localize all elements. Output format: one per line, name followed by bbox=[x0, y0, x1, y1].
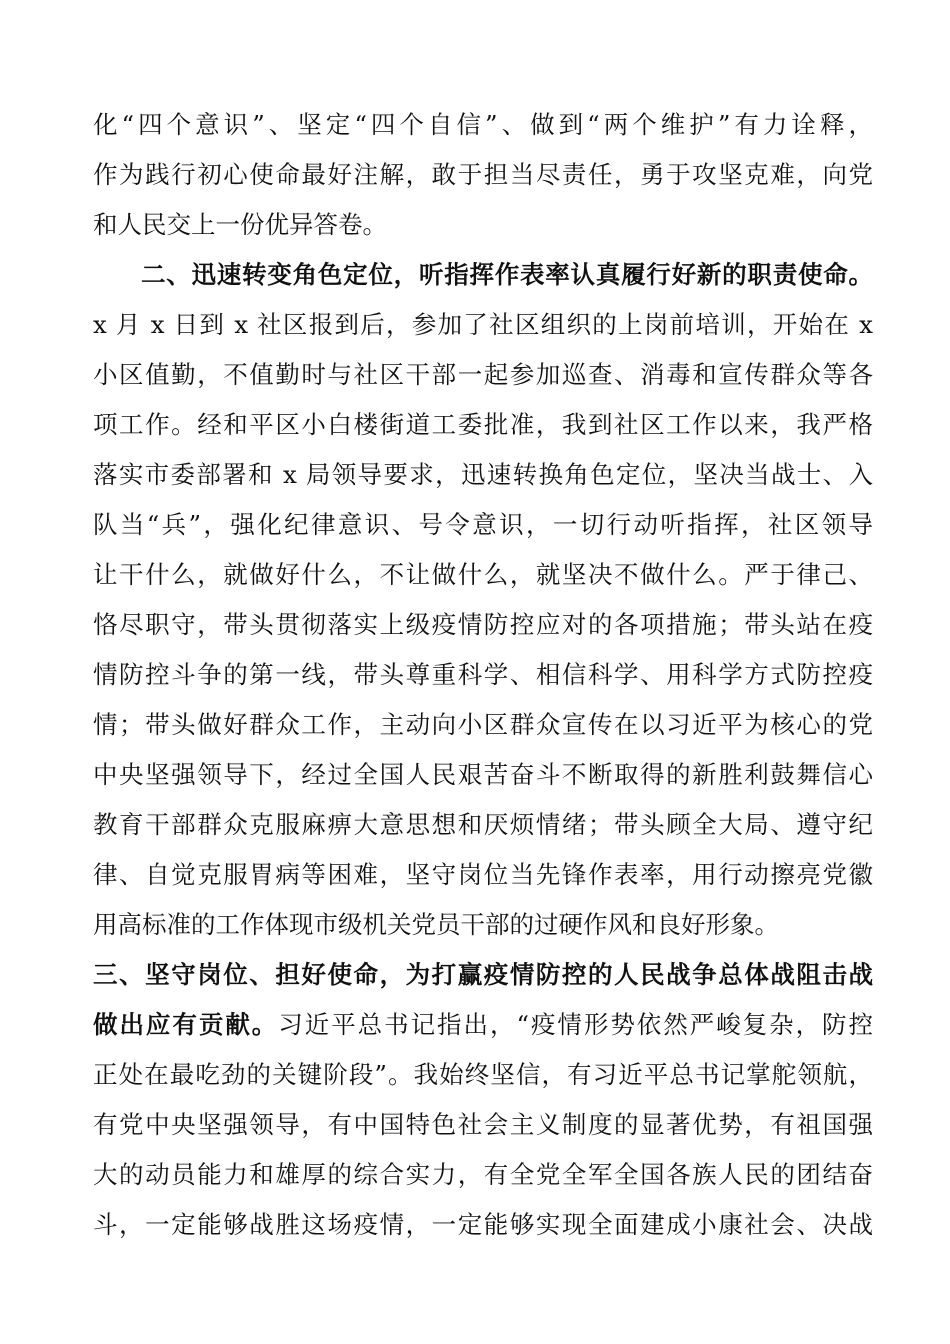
section-heading-3: 三、坚守岗位、担好使命，为打赢疫情防控的人民战争总体战阻击战 bbox=[93, 960, 873, 989]
paragraph-line: 化“四个意识”、坚定“四个自信”、做到“两个维护”有力诠释， bbox=[93, 110, 873, 139]
paragraph-line: 中央坚强领导下，经过全国人民艰苦奋斗不断取得的新胜利鼓舞信心 bbox=[93, 760, 873, 789]
paragraph-line: 队当“兵”，强化纪律意识、号令意识，一切行动听指挥，社区领导 bbox=[93, 510, 873, 539]
paragraph-line: 和人民交上一份优异答卷。 bbox=[93, 210, 387, 239]
paragraph-line: 作为践行初心使命最好注解，敢于担当尽责任，勇于攻坚克难，向党 bbox=[93, 160, 873, 189]
paragraph-line: 有党中央坚强领导，有中国特色社会主义制度的显著优势，有祖国强 bbox=[93, 1110, 873, 1139]
paragraph-line: 教育干部群众克服麻痹大意思想和厌烦情绪；带头顾全大局、遵守纪 bbox=[93, 810, 873, 839]
paragraph-line-mixed bbox=[93, 1000, 873, 1050]
paragraph-line: 恪尽职守，带头贯彻落实上级疫情防控应对的各项措施；带头站在疫 bbox=[93, 610, 873, 639]
paragraph-line: x 月 x 日到 x 社区报到后，参加了社区组织的上岗前培训，开始在 x bbox=[93, 310, 873, 339]
paragraph-line: 斗，一定能够战胜这场疫情，一定能够实现全面建成小康社会、决战 bbox=[93, 1210, 873, 1239]
paragraph-line: 情；带头做好群众工作，主动向小区群众宣传在以习近平为核心的党 bbox=[93, 710, 873, 739]
paragraph-line: 落实市委部署和 x 局领导要求，迅速转换角色定位，坚决当战士、入 bbox=[93, 460, 873, 489]
paragraph-line: 用高标准的工作体现市级机关党员干部的过硬作风和良好形象。 bbox=[93, 910, 779, 939]
paragraph-line: 律、自觉克服胃病等困难，坚守岗位当先锋作表率，用行动擦亮党徽 bbox=[93, 860, 873, 889]
paragraph-line: 大的动员能力和雄厚的综合实力，有全党全军全国各族人民的团结奋 bbox=[93, 1160, 873, 1189]
section-heading-3-tail: 做出应有贡献。 bbox=[93, 1010, 279, 1039]
paragraph-line: 项工作。经和平区小白楼街道工委批准，我到社区工作以来，我严格 bbox=[93, 410, 873, 439]
section-heading-2: 二、迅速转变角色定位，听指挥作表率认真履行好新的职责使命。 bbox=[141, 260, 873, 289]
paragraph-line: 情防控斗争的第一线，带头尊重科学、相信科学、用科学方式防控疫 bbox=[93, 660, 873, 689]
paragraph-line: 正处在最吃劲的关键阶段”。我始终坚信，有习近平总书记掌舵领航， bbox=[93, 1060, 873, 1089]
paragraph-line: 让干什么，就做好什么，不让做什么，就坚决不做什么。严于律己、 bbox=[93, 560, 873, 589]
paragraph-line: 小区值勤，不值勤时与社区干部一起参加巡查、消毒和宣传群众等各 bbox=[93, 360, 873, 389]
paragraph-text: 习近平总书记指出，“疫情形势依然严峻复杂，防控 bbox=[278, 1010, 874, 1039]
